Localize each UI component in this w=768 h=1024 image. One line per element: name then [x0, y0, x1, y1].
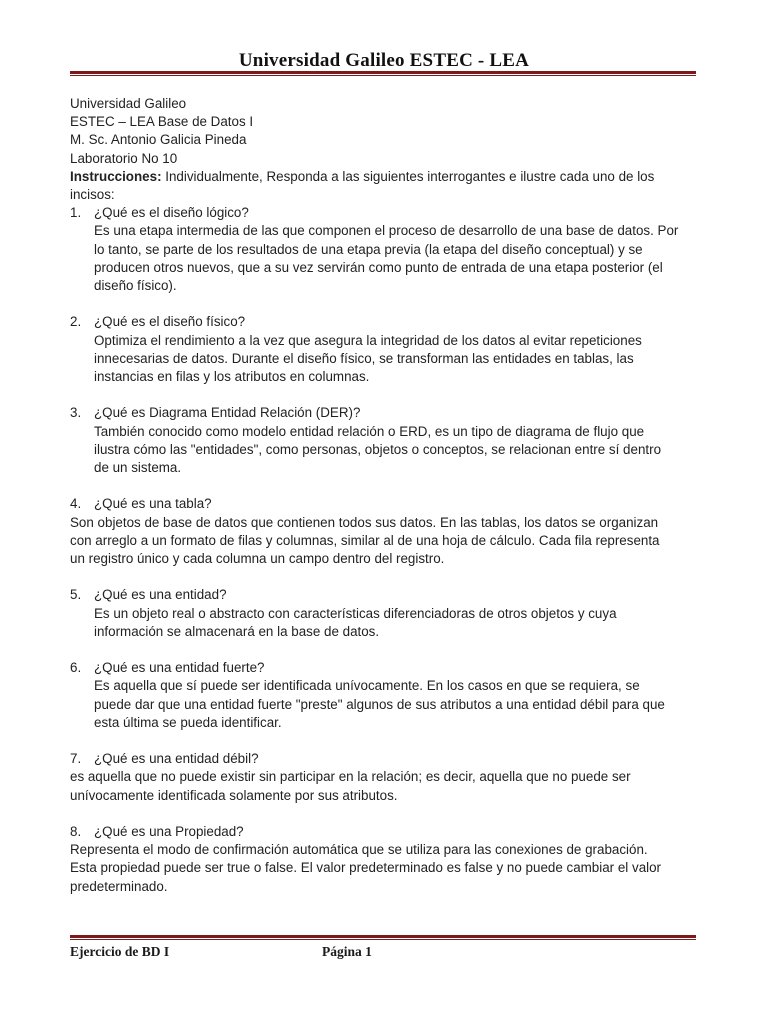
question-8 — [70, 823, 702, 841]
answer-line: diseño físico). — [94, 278, 177, 294]
question-4 — [70, 495, 702, 513]
answer-line: Son objetos de base de datos que contienen todos sus datos. En las tablas, los datos se organizan — [70, 514, 659, 530]
meta-university: Universidad Galileo — [70, 96, 187, 111]
question-7 — [70, 750, 702, 768]
meta-course: ESTEC – LEA Base de Datos I — [70, 114, 254, 130]
question-number: 1. — [70, 205, 82, 221]
header-divider — [70, 71, 696, 76]
question-text: ¿Qué es el diseño físico? — [94, 314, 246, 330]
question-number: 4. — [70, 496, 82, 512]
answer-line: es aquella que no puede existir sin participar en la relación; es decir, aquella que no puede ser — [70, 769, 631, 785]
answer-line: También conocido como modelo entidad relación o ERD, es un tipo de diagrama de flujo que — [94, 423, 645, 439]
footer-divider — [70, 935, 696, 940]
question-text: ¿Qué es Diagrama Entidad Relación (DER)? — [94, 405, 361, 421]
answer-line: producen otros nuevos, que a su vez servirán como punto de entrada de una etapa posterior (el — [94, 259, 663, 275]
question-number: 7. — [70, 751, 82, 767]
instructions-text-continued: incisos: — [70, 187, 115, 203]
answer-line: ilustra cómo las "entidades", como personas, objetos o conceptos, se relacionan entre sí dentro — [94, 441, 662, 457]
question-number: 5. — [70, 587, 82, 603]
footer-page-number: Página 1 — [322, 944, 372, 959]
answer-7 — [70, 768, 702, 804]
question-2 — [70, 313, 702, 331]
answer-line: Es un objeto real o abstracto con características diferenciadoras de otros objetos y cuya — [94, 605, 617, 621]
answer-line: Representa el modo de confirmación automática que se utiliza para las conexiones de grabación. — [70, 842, 648, 858]
answer-1 — [70, 222, 702, 295]
answer-line: Es aquella que sí puede ser identificada unívocamente. En los casos en que se requiera, se — [94, 678, 640, 694]
question-6 — [70, 659, 702, 677]
answer-5 — [70, 605, 702, 641]
meta-lab-number: Laboratorio No 10 — [70, 150, 178, 166]
question-1 — [70, 204, 702, 222]
instructions-label: Instrucciones: — [70, 168, 162, 184]
question-number: 2. — [70, 314, 82, 330]
answer-line: Es una etapa intermedia de las que componen el proceso de desarrollo de una base de datos. Por — [94, 223, 679, 239]
document-body — [70, 95, 702, 896]
answer-8 — [70, 841, 702, 896]
question-number: 6. — [70, 660, 82, 676]
question-number: 3. — [70, 405, 82, 421]
answer-4 — [70, 514, 702, 569]
answer-line: unívocamente identificada solamente por sus atributos. — [70, 787, 398, 803]
answer-line: Esta propiedad puede ser true o false. El valor predeterminado es false y no puede cambiar el valor — [70, 860, 662, 876]
question-text: ¿Qué es una Propiedad? — [94, 824, 244, 840]
answer-line: puede dar que una entidad fuerte "preste" algunos de sus atributos a una entidad débil para que — [94, 696, 665, 712]
instructions-line — [70, 168, 702, 186]
question-number: 8. — [70, 824, 82, 840]
answer-line: Optimiza el rendimiento a la vez que asegura la integridad de los datos al evitar repeticiones — [94, 332, 642, 348]
footer-course-label: Ejercicio de BD I — [70, 944, 170, 959]
answer-2 — [70, 332, 702, 387]
answer-6 — [70, 677, 702, 732]
answer-line: un registro único y cada columna un campo dentro del registro. — [70, 551, 445, 567]
answer-line: información se almacenará en la base de datos. — [94, 623, 380, 639]
answer-3 — [70, 423, 702, 478]
question-text: ¿Qué es el diseño lógico? — [94, 205, 249, 221]
answer-line: con arreglo a un formato de filas y columnas, similar al de una hoja de cálculo. Cada fila representa — [70, 532, 660, 548]
question-3 — [70, 404, 702, 422]
answer-line: instancias en filas y los atributos en columnas. — [94, 369, 370, 385]
question-text: ¿Qué es una entidad? — [94, 587, 227, 603]
question-text: ¿Qué es una tabla? — [94, 496, 212, 512]
answer-line: esta última se pueda identificar. — [94, 714, 282, 730]
answer-line: lo tanto, se parte de los resultados de una etapa previa (la etapa del diseño conceptual) y se — [94, 241, 643, 257]
instructions-text: Individualmente, Responda a las siguientes interrogantes e ilustre cada uno de los — [161, 168, 655, 184]
question-5 — [70, 586, 702, 604]
meta-instructor: M. Sc. Antonio Galicia Pineda — [70, 132, 247, 148]
question-text: ¿Qué es una entidad fuerte? — [94, 660, 265, 676]
answer-line: innecesarias de datos. Durante el diseño físico, se transforman las entidades en tablas, las — [94, 350, 634, 366]
page-header-title: Universidad Galileo ESTEC - LEA — [238, 50, 530, 71]
answer-line: de un sistema. — [94, 460, 182, 476]
answer-line: predeterminado. — [70, 878, 168, 894]
question-text: ¿Qué es una entidad débil? — [94, 751, 259, 767]
